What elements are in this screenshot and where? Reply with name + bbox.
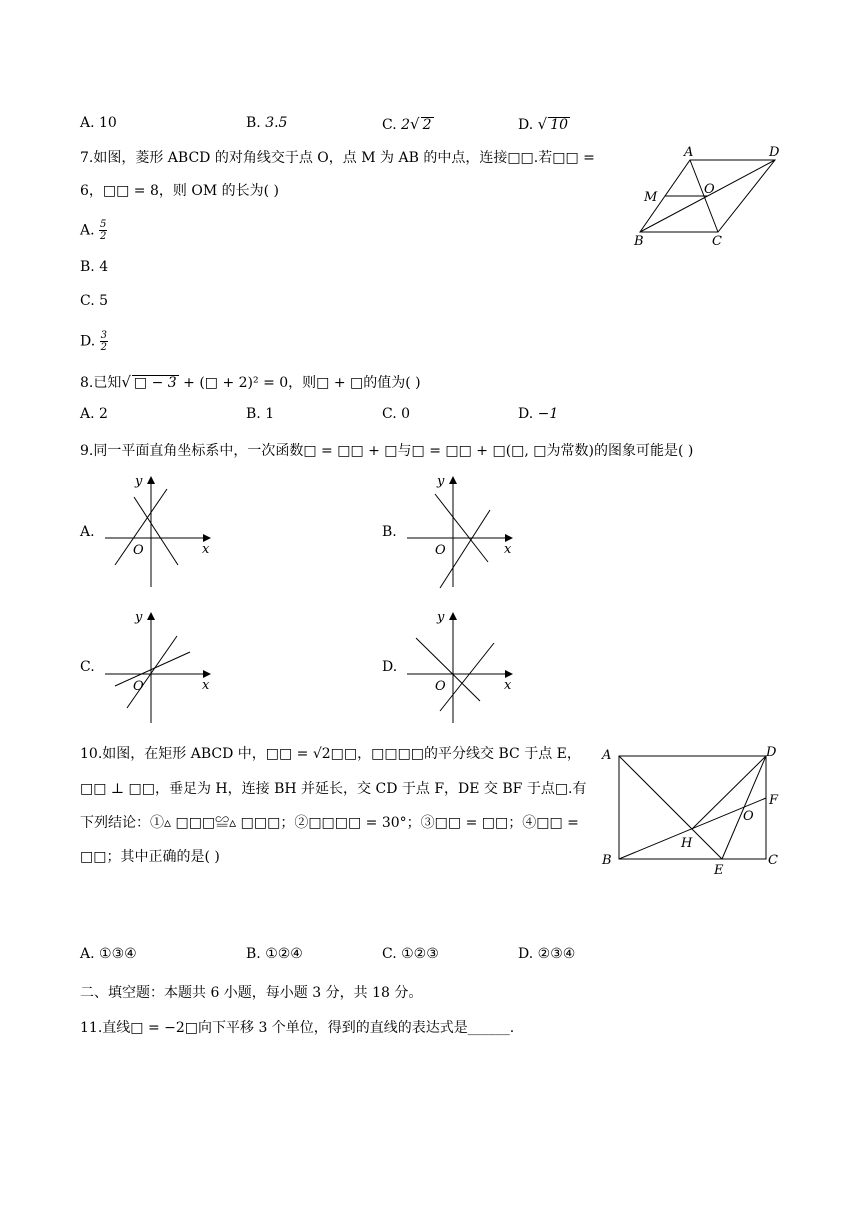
y-arrow-icon <box>449 612 457 620</box>
label-a: A <box>602 748 612 763</box>
segment-ae <box>619 756 722 859</box>
label-x: x <box>202 542 210 557</box>
q7-option-b <box>80 259 108 275</box>
q9-option-b-label: B. <box>382 524 397 540</box>
q6-option-d <box>518 115 570 133</box>
label-c: C <box>768 853 778 868</box>
label-a: A <box>684 145 694 160</box>
q10-option-d <box>518 946 575 962</box>
radicand: □ − 3 <box>133 375 177 391</box>
label-d: D <box>766 745 777 760</box>
label-m: M <box>644 190 658 205</box>
q9-graph-a <box>100 472 220 592</box>
option-label: D. <box>518 406 534 422</box>
option-label: B. <box>246 115 261 131</box>
label-origin: O <box>435 543 446 558</box>
q8-option-a <box>80 406 108 422</box>
label-d: D <box>769 145 780 160</box>
label-x: x <box>504 542 512 557</box>
option-value: 10 <box>99 115 117 131</box>
line-1 <box>440 510 490 588</box>
option-label: C. <box>382 946 397 962</box>
radicand: 10 <box>550 117 569 133</box>
label-origin: O <box>133 679 144 694</box>
q8-prefix: 8.已知 <box>80 375 122 391</box>
option-value: 2 <box>99 406 108 422</box>
option-label: D. <box>518 117 534 133</box>
x-arrow-icon <box>505 534 513 542</box>
label-origin: O <box>133 543 144 558</box>
q9-option-d-label: D. <box>382 659 398 675</box>
q7-option-d <box>80 330 108 353</box>
x-arrow-icon <box>203 534 211 542</box>
option-value: 3.5 <box>265 115 288 131</box>
q9-graph-c <box>100 608 220 728</box>
segment-dh <box>692 756 766 829</box>
option-value: 1 <box>265 406 275 422</box>
label-o: O <box>704 182 715 197</box>
line-2 <box>115 652 190 686</box>
q10-stem-line2: □□ ⊥ □□，垂足为 H，连接 BH 并延长，交 CD 于点 F，DE 交 BF 于点□.有 <box>80 781 587 797</box>
q7-stem-line1: 7.如图，菱形 ABCD 的对角线交于点 O，点 M 为 AB 的中点，连接□□.若□□ = <box>80 150 595 166</box>
option-label: B. <box>246 946 261 962</box>
radicand: 2 <box>422 117 432 133</box>
option-label: B. <box>80 259 95 275</box>
option-label: A. <box>80 222 95 239</box>
q9-graph-b <box>402 472 522 592</box>
q9-option-c-label: C. <box>80 659 95 675</box>
option-label: B. <box>246 406 261 422</box>
line-1 <box>416 638 480 701</box>
y-arrow-icon <box>147 476 155 484</box>
denominator: 2 <box>100 231 107 242</box>
option-value: ②③④ <box>537 946 576 962</box>
q9-option-a-label: A. <box>80 524 95 540</box>
numerator: 3 <box>100 330 108 341</box>
label-b: B <box>602 853 612 868</box>
q10-stem-line4: □□；其中正确的是( ) <box>80 849 220 865</box>
y-arrow-icon <box>147 612 155 620</box>
label-f: F <box>769 793 779 808</box>
option-label: C. <box>80 293 95 309</box>
label-e: E <box>714 863 724 878</box>
line-1 <box>127 636 177 708</box>
option-label: C. <box>382 406 397 422</box>
option-label: C. <box>382 117 397 133</box>
label-x: x <box>202 678 210 693</box>
q10-option-a <box>80 946 137 962</box>
radical-sign: √ <box>121 373 131 391</box>
numerator: 5 <box>100 219 107 230</box>
option-value: ①③④ <box>99 946 137 962</box>
option-value: −1 <box>537 406 559 422</box>
q10-option-b <box>246 946 303 962</box>
q10-stem-line3: 下列结论：①▵ □□□≌▵ □□□；②□□□□ = 30°；③□□ = □□；④□□ = <box>80 815 579 831</box>
label-origin: O <box>435 679 446 694</box>
option-label: D. <box>518 946 534 962</box>
q10-option-c <box>382 946 439 962</box>
option-label: A. <box>80 115 95 131</box>
fraction <box>99 219 107 242</box>
q6-option-a <box>80 115 117 131</box>
y-arrow-icon <box>449 476 457 484</box>
option-value: ①②④ <box>265 946 303 962</box>
label-x: x <box>504 678 512 693</box>
option-value: 2 <box>401 117 411 133</box>
option-label: D. <box>80 333 96 350</box>
q7-option-a <box>80 219 107 242</box>
option-label: A. <box>80 406 95 422</box>
radical-sign: √ <box>410 115 420 133</box>
label-y: y <box>437 610 445 625</box>
x-arrow-icon <box>203 670 211 678</box>
q7-option-c <box>80 293 108 309</box>
x-arrow-icon <box>505 670 513 678</box>
label-y: y <box>437 474 445 489</box>
q8-option-d <box>518 406 558 422</box>
q6-option-c <box>382 115 434 133</box>
q7-rhombus-figure <box>630 145 790 255</box>
option-value: 0 <box>401 406 411 422</box>
q11-stem: 11.直线□ = −2□向下平移 3 个单位，得到的直线的表达式是______. <box>80 1020 515 1036</box>
q8-rest: + (□ + 2)² = 0，则□ + □的值为( ) <box>178 375 421 391</box>
q8-option-b <box>246 406 274 422</box>
q9-stem: 9.同一平面直角坐标系中，一次函数□ = □□ + □与□ = □□ + □(□, □为常数)的图象可能是( ) <box>80 443 694 459</box>
q7-stem-line2: 6，□□ = 8，则 OM 的长为( ) <box>80 183 279 199</box>
q8-option-c <box>382 406 410 422</box>
section-heading-fill-in: 二、填空题：本题共 6 小题，每小题 3 分，共 18 分。 <box>80 985 423 1001</box>
denominator: 2 <box>100 342 108 353</box>
label-c: C <box>712 234 722 249</box>
q9-graph-d <box>402 608 522 728</box>
q10-stem-line1: 10.如图，在矩形 ABCD 中，□□ = √2□□，□□□□的平分线交 BC 于点 E， <box>80 746 581 762</box>
q10-rectangle-figure <box>598 742 788 882</box>
q6-option-b <box>246 115 287 131</box>
option-value: 4 <box>99 259 109 275</box>
option-value: ①②③ <box>401 946 439 962</box>
label-y: y <box>135 474 143 489</box>
option-label: A. <box>80 946 95 962</box>
label-y: y <box>135 610 143 625</box>
fraction <box>100 330 108 353</box>
q8-stem <box>80 372 421 392</box>
label-b: B <box>634 234 644 249</box>
radical-sign: √ <box>537 115 548 133</box>
line-2 <box>440 643 494 711</box>
label-h: H <box>681 836 693 851</box>
label-o: O <box>743 809 754 824</box>
option-value: 5 <box>99 293 109 309</box>
